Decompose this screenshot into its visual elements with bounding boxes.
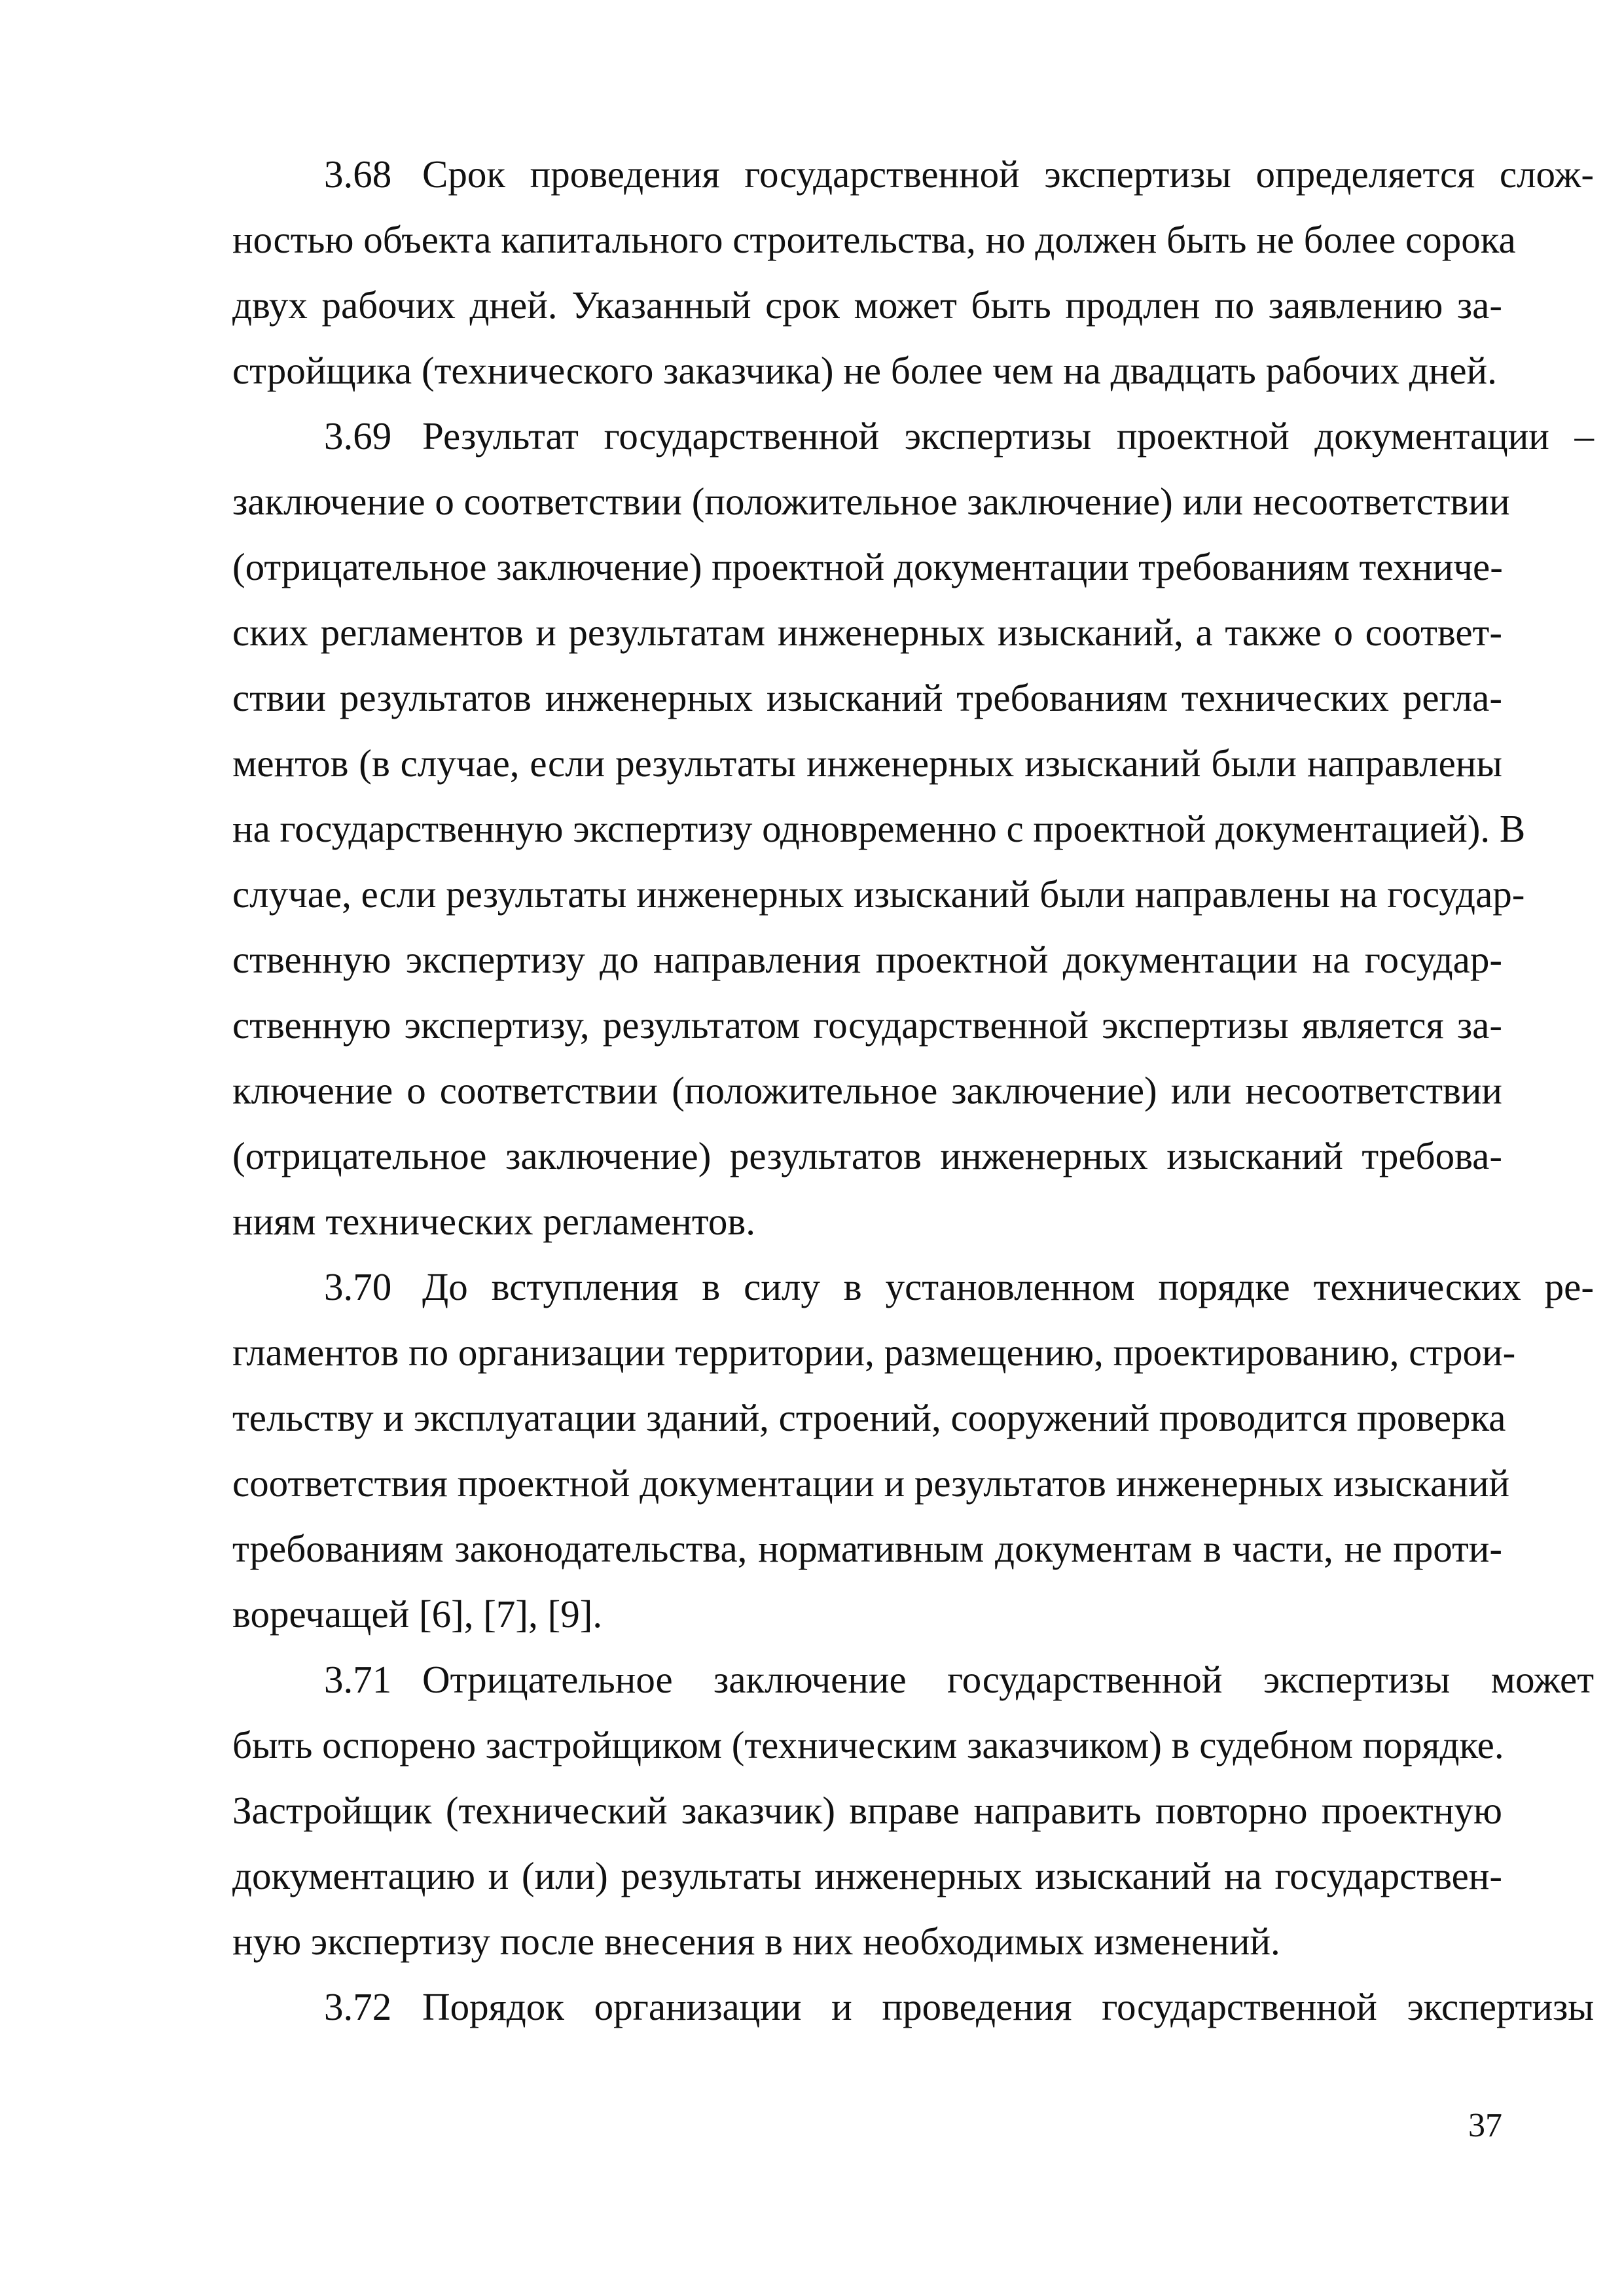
text-line — [232, 1647, 1594, 1712]
line-text: ских регламентов и результатам инженерных изысканий, а также о соответ- — [232, 611, 1502, 654]
line-text: двух рабочих дней. Указанный срок может быть продлен по заявлению за- — [232, 283, 1502, 327]
text-line — [232, 403, 1594, 469]
paragraph-3-71 — [232, 1647, 1594, 1974]
text-line — [232, 665, 1502, 730]
line-text: ностью объекта капитального строительства, но должен быть не более сорока — [232, 218, 1516, 261]
line-text: (отрицательное заключение) проектной документации требованиям техниче- — [232, 545, 1503, 588]
paragraph-number: 3.72 — [324, 1985, 392, 2028]
text-line — [232, 1712, 1502, 1778]
text-line — [232, 1123, 1502, 1189]
text-line — [232, 992, 1502, 1058]
paragraph-number: 3.70 — [324, 1265, 392, 1308]
line-text: случае, если результаты инженерных изысканий были направлены на государ- — [232, 872, 1525, 916]
paragraph-number: 3.68 — [324, 152, 392, 196]
text-line — [232, 534, 1502, 600]
line-text: на государственную экспертизу одновременно с проектной документацией). В — [232, 807, 1526, 850]
line-text: ментов (в случае, если результаты инженерных изысканий были направлены — [232, 742, 1502, 785]
line-text: Порядок организации и проведения государственной экспертизы — [422, 1985, 1594, 2028]
line-text: стройщика (технического заказчика) не более чем на двадцать рабочих дней. — [232, 349, 1497, 392]
text-line — [232, 469, 1510, 534]
text-line — [232, 861, 1525, 927]
text-line — [232, 1909, 1502, 1974]
line-text: ную экспертизу после внесения в них необходимых изменений. — [232, 1920, 1280, 1963]
paragraph-3-70 — [232, 1254, 1594, 1647]
paragraph-number: 3.69 — [324, 414, 392, 457]
text-line — [232, 1581, 1502, 1647]
paragraph-3-69 — [232, 403, 1594, 1254]
line-text: Застройщик (технический заказчик) вправе направить повторно проектную — [232, 1789, 1502, 1832]
line-text: тельству и эксплуатации зданий, строений, сооружений проводится проверка — [232, 1396, 1506, 1439]
text-line — [232, 1974, 1594, 2039]
line-text: До вступления в силу в установленном порядке технических ре- — [422, 1265, 1594, 1308]
line-text: ствии результатов инженерных изысканий требованиям технических регла- — [232, 676, 1502, 719]
line-text: документацию и (или) результаты инженерных изысканий на государствен- — [232, 1854, 1502, 1897]
text-line — [232, 1254, 1594, 1319]
line-text: заключение о соответствии (положительное заключение) или несоответствии — [232, 480, 1510, 523]
text-line — [232, 272, 1502, 338]
body-text — [232, 141, 1594, 2039]
paragraph-3-68 — [232, 141, 1594, 403]
text-line — [232, 1516, 1502, 1581]
line-text: ключение о соответствии (положительное заключение) или несоответствии — [232, 1069, 1502, 1112]
line-text: воречащей [6], [7], [9]. — [232, 1592, 603, 1636]
line-text: требованиям законодательства, нормативным документам в части, не проти- — [232, 1527, 1502, 1570]
line-text: ственную экспертизу, результатом государственной экспертизы является за- — [232, 1003, 1502, 1047]
text-line — [232, 338, 1502, 403]
line-text: Отрицательное заключение государственной экспертизы может — [422, 1658, 1594, 1701]
line-text: гламентов по организации территории, размещению, проектированию, строи- — [232, 1331, 1516, 1374]
line-text: Срок проведения государственной экспертизы определяется слож- — [422, 152, 1594, 196]
text-line — [232, 1058, 1502, 1123]
text-line — [232, 1319, 1516, 1385]
line-text: ниям технических регламентов. — [232, 1200, 755, 1243]
line-text: соответствия проектной документации и результатов инженерных изысканий — [232, 1462, 1510, 1505]
text-line — [232, 1385, 1506, 1450]
line-text: Результат государственной экспертизы проектной документации – — [422, 414, 1594, 457]
text-line — [232, 1843, 1502, 1909]
line-text: ственную экспертизу до направления проектной документации на государ- — [232, 938, 1502, 981]
text-line — [232, 1778, 1502, 1843]
text-line — [232, 600, 1502, 665]
line-text: (отрицательное заключение) результатов инженерных изысканий требова- — [232, 1134, 1502, 1177]
text-line — [232, 141, 1594, 207]
text-line — [232, 730, 1502, 796]
page-number: 37 — [1468, 2107, 1502, 2144]
text-line — [232, 796, 1526, 861]
text-line — [232, 1189, 1502, 1254]
paragraph-3-72 — [232, 1974, 1594, 2039]
text-line — [232, 1450, 1510, 1516]
text-line — [232, 207, 1516, 272]
paragraph-number: 3.71 — [324, 1658, 392, 1701]
text-line — [232, 927, 1502, 992]
line-text: быть оспорено застройщиком (техническим заказчиком) в судебном порядке. — [232, 1723, 1504, 1767]
